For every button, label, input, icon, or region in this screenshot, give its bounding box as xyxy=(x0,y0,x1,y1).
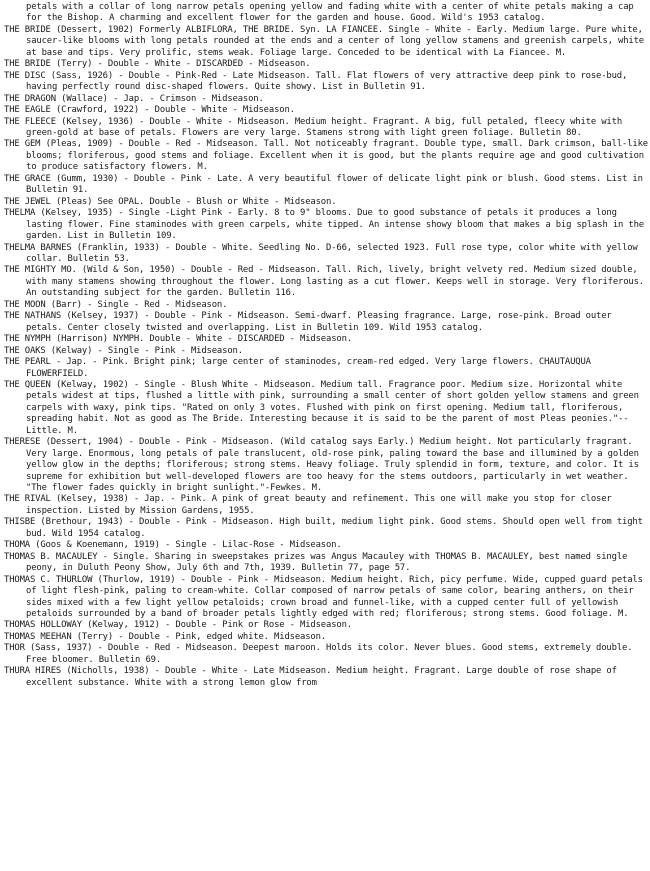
entry-name: THE NATHANS xyxy=(4,311,62,322)
entry-name: THE OAKS xyxy=(4,345,46,356)
entry-text: (Terry) - Double - White - DISCARDED - Midseason. xyxy=(55,59,311,70)
entry-name: THE JEWEL xyxy=(4,196,51,207)
entry-continued xyxy=(4,2,648,25)
entry-the-dragon xyxy=(4,94,648,105)
entry-thomas-b-macauley xyxy=(4,552,648,575)
entry-the-nymph xyxy=(4,334,648,345)
entry-the-pearl xyxy=(4,357,648,380)
entry-the-moon xyxy=(4,300,648,311)
entry-text: (Barr) - Single - Red - Midseason. xyxy=(50,299,228,310)
entry-the-nathans xyxy=(4,311,648,334)
entry-name: THE BRIDE xyxy=(4,59,51,70)
entry-thura-hires xyxy=(4,666,648,689)
entry-text: (Kelway, 1912) - Double - Pink or Rose - Midseason. xyxy=(87,620,352,631)
entry-thisbe xyxy=(4,517,648,540)
entry-text: (Wallace) - Jap. - Crimson - Midseason. xyxy=(61,93,264,104)
entry-name: THISBE xyxy=(4,517,36,528)
entry-name: THE MIGHTY MO. xyxy=(4,265,77,276)
entry-the-gem xyxy=(4,139,648,173)
entry-text: (Pleas, 1909) - Double - Red - Midseason. Tall. Not noticeably fragrant. Double type, small. Dark crimson, ball-like blooms; floriferous, good stems and foliage. Excellent when it is good, but the plants require age and good cultivation to produce satisfactory flowers. M. xyxy=(26,139,648,173)
entry-text: - Jap. - Pink. Bright pink; large center of staminodes, cream-red edged. Very large flowers. CHAUTAUQUA FLOWERFIELD. xyxy=(26,357,591,379)
entry-text: (Thurlow, 1919) - Double - Pink - Midseason. Medium height. Rich, picy perfume. Wide, cupped guard petals of light flesh-pink, paling to cream-white. Collar composed of narrow petals of same color, bearing anthers, on their sides mixed with a few light yellow petaloids; crown broad and funnel-like, with a cupped center full of yellowish petaloids surrounded by a band of broader petals lightly edged with red; floriferous; strong stems. Good foliage. M. xyxy=(26,574,643,620)
entry-the-bride-dessert xyxy=(4,25,648,59)
entry-the-disc xyxy=(4,71,648,94)
entry-thoma xyxy=(4,540,648,551)
entry-name: THOMAS HOLLOWAY xyxy=(4,620,82,631)
entry-thelma-barnes xyxy=(4,243,648,266)
entry-name: THOMAS MEEHAN xyxy=(4,631,72,642)
entry-text: (Sass, 1926) - Double - Pink-Red - Late Midseason. Tall. Flat flowers of very attractive deep pink to rose-bud, having perfectly round disc-shaped flowers. Quite showy. List in Bulletin 91. xyxy=(26,70,628,93)
entry-the-jewel xyxy=(4,197,648,208)
entry-text: (Kelsey, 1937) - Double - Pink - Midseason. Semi-dwarf. Pleasing fragrance. Large, rose-pink. Broad outer petals. Center closely twisted and overlapping. List in Bulletin 109. Wild 1953 catalog. xyxy=(26,311,612,333)
entry-thomas-holloway xyxy=(4,620,648,631)
entry-thomas-c-thurlow xyxy=(4,575,648,621)
entry-text: (Goos & Koenemann, 1919) - Single - Lilac-Rose - Midseason. xyxy=(35,540,342,551)
entry-the-rival xyxy=(4,494,648,517)
entry-name: THOMAS B. MACAULEY xyxy=(4,551,98,562)
entry-text: (Kelsey, 1938) - Jap. - Pink. A pink of great beauty and refinement. This one will make you stop for closer inspection. Listed by Mission Gardens, 1955. xyxy=(26,494,612,516)
entry-text: (Kelsey, 1936) - Double - White - Midseason. Medium height. Fragrant. A big, full petaled, fleecy white with green-gold at base of petals. Flowers are very large. Stamens strong with light green foliage. Bulletin 80. xyxy=(26,116,623,138)
entry-name: THE FLEECE xyxy=(4,116,56,127)
entry-name: THE GRACE xyxy=(4,173,51,184)
entry-name: THE MOON xyxy=(4,299,46,310)
entry-name: THE EAGLE xyxy=(4,105,51,116)
entry-name: THELMA BARNES xyxy=(4,242,72,253)
entry-name: THOR xyxy=(4,643,25,654)
entry-thomas-meehan xyxy=(4,632,648,643)
entry-text: (Kelway) - Single - Pink - Midseason. xyxy=(50,345,243,356)
entry-name: THE GEM xyxy=(4,139,41,150)
entry-text: (Nicholls, 1938) - Double - White - Late Midseason. Medium height. Fragrant. Large double of rose shape of excellent substance. White with a strong lemon glow from xyxy=(26,666,617,688)
entry-text: petals with a collar of long narrow petals opening yellow and fading white with a center of white petals making a cap for the Bishop. A charming and excellent flower for the garden and house. Good. Wild's 1953 catalog. xyxy=(26,2,634,24)
entry-text: (Gumm, 1930) - Double - Pink - Late. A very beautiful flower of delicate light pink or blush. Good stems. List in Bulletin 91. xyxy=(26,173,643,196)
entry-the-bride-terry xyxy=(4,59,648,70)
entry-text: (Harrison) NYMPH. Double - White - DISCARDED - Midseason. xyxy=(55,334,352,345)
entry-name: THOMAS C. THURLOW xyxy=(4,574,93,585)
entry-name: THELMA xyxy=(4,208,36,219)
entry-text: (Dessert, 1902) Formerly ALBIFLORA, THE BRIDE. Syn. LA FIANCEE. Single - White - Early. Medium large. Pure white, saucer-like blooms with long petals rounded at the ends and a center of long yellow stamens and greenish carpels, white at base and tips. Very prolific, stems weak. Foliage large. Conceded to be identical with La Fiancee. M. xyxy=(26,24,644,58)
entry-therese xyxy=(4,437,648,494)
entry-the-queen xyxy=(4,380,648,437)
entry-thor xyxy=(4,643,648,666)
entry-text: (Sass, 1937) - Double - Red - Midseason. Deepest maroon. Holds its color. Never blues. Good stems, extremely double. Free bloomer. Bulletin 69. xyxy=(26,643,633,665)
entry-name: THE DRAGON xyxy=(4,93,56,104)
entry-the-mighty-mo xyxy=(4,265,648,299)
entry-the-grace xyxy=(4,174,648,197)
entry-the-eagle xyxy=(4,105,648,116)
entry-text: - Single. Sharing in sweepstakes prizes was Angus Macauley with THOMAS B. MACAULEY, best named single peony, in Duluth Peony Show, July 6th and 7th, 1939. Bulletin 77, page 57. xyxy=(26,551,628,574)
entry-name: THE NYMPH xyxy=(4,334,51,345)
entry-text: (Terry) - Double - Pink, edged white. Midseason. xyxy=(76,631,326,642)
entry-thelma xyxy=(4,208,648,242)
entry-text: (Kelsey, 1935) - Single -Light Pink - Early. 8 to 9" blooms. Due to good substance of petals it produces a long lasting flower. Fine staminodes with green carpels, white tipped. An intense showy bloom that makes a big splash in the garden. List in Bulletin 109. xyxy=(26,208,644,242)
entry-name: THE RIVAL xyxy=(4,494,51,505)
entry-text: (Crawford, 1922) - Double - White - Midseason. xyxy=(55,105,295,116)
entry-text: (Kelway, 1902) - Single - Blush White - Midseason. Medium tall. Fragrance poor. Medium size. Horizontal white petals widest at tips, flushed a little with pink, surrounding a small center of short golden yellow stamens and green carpels with waxy, pink tips. "Rated on only 3 votes. Flushed with pink on first opening. Medium tall, floriferous, spreading habit. Not as good as The Bride. Interesting because it is said to be the parent of most Pleas peonies."--Little. M. xyxy=(26,379,639,436)
entry-name: THE BRIDE xyxy=(4,24,51,35)
entry-name: THE DISC xyxy=(4,70,46,81)
entry-text: (Brethour, 1943) - Double - Pink - Midseason. High built, medium light pink. Good stems. Should open well from tight bud. Wild 1954 catalog. xyxy=(26,517,643,539)
entry-name: THERESE xyxy=(4,437,41,448)
entry-the-fleece xyxy=(4,117,648,140)
entry-text: (Franklin, 1933) - Double - White. Seedling No. D-66, selected 1923. Full rose type, color white with yellow collar. Bulletin 53. xyxy=(26,242,638,264)
entry-name: THE QUEEN xyxy=(4,379,51,390)
entry-name: THOMA xyxy=(4,540,30,551)
entry-the-oaks xyxy=(4,346,648,357)
entry-name: THE PEARL xyxy=(4,357,51,368)
entry-text: (Dessert, 1904) - Double - Pink - Midseason. (Wild catalog says Early.) Medium height. Not particularly fragrant. Very large. Enormous, long petals of pale translucent, old-rose pink, paling toward the base and illumined by a golden yellow glow in the depths; floriferous; strong stems. Heavy foliage. Truly splendid in form, texture, and color. It is supreme for exhibition but well-developed flowers are too heavy for the stems outdoors, particularly in wet weather. "The flower fades quickly in bright sunlight."-Fewkes. M. xyxy=(26,437,639,494)
entry-name: THURA HIRES xyxy=(4,666,62,677)
entry-text: (Wild & Son, 1950) - Double - Red - Midseason. Tall. Rich, lively, bright velvety red. Medium sized double, with many stamens showing throughout the flower. Long lasting as a cut flower. Keeps well in storage. Very floriferous. An outstanding subject for the garden. Bulletin 116. xyxy=(26,265,644,299)
catalog-page xyxy=(4,2,648,689)
entry-text: (Pleas) See OPAL. Double - Blush or White - Midseason. xyxy=(55,196,337,207)
